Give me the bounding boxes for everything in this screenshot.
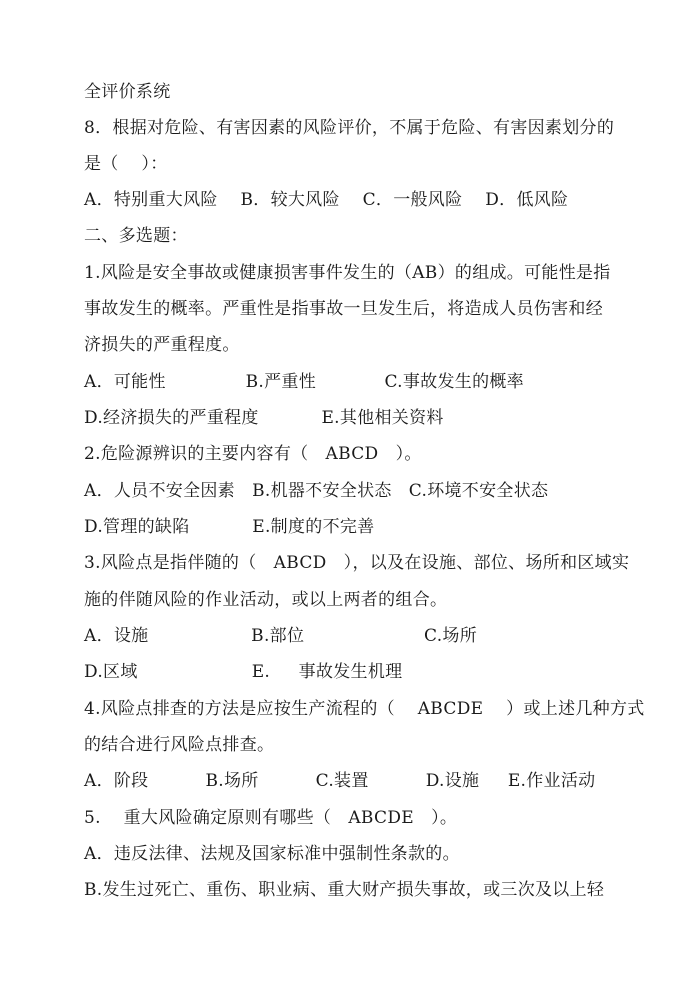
option-5a: A．违反法律、法规及国家标准中强制性条款的。: [84, 844, 460, 864]
option-5b: B.发生过死亡、重伤、职业病、重大财产损失事故，或三次及以上轻: [84, 880, 605, 900]
question-1: 1.风险是安全事故或健康损害事件发生的（AB）的组成。可能性是指: [84, 263, 611, 283]
section-heading: 二、多选题：: [84, 226, 188, 246]
text-line: 事故发生的概率。严重性是指事故一旦发生后，将造成人员伤害和经: [84, 299, 603, 319]
options-2a: A．人员不安全因素 B.机器不安全状态 C.环境不安全状态: [84, 481, 549, 501]
question-2: 2.危险源辨识的主要内容有（ ABCD ）。: [84, 444, 422, 464]
question-3: 3.风险点是指伴随的（ ABCD ），以及在设施、部位、场所和区域实: [84, 553, 630, 573]
text-line: 全评价系统: [84, 82, 171, 102]
options-3a: A．设施 B.部位 C.场所: [84, 626, 478, 646]
text-line: 济损失的严重程度。: [84, 335, 240, 355]
options-3b: D.区域 E. 事故发生机理: [84, 662, 403, 682]
text-line: 施的伴随风险的作业活动，或以上两者的组合。: [84, 590, 448, 610]
options-4: A．阶段 B.场所 C.装置 D.设施 E.作业活动: [84, 771, 596, 791]
question-5: 5. 重大风险确定原则有哪些（ ABCDE ）。: [84, 808, 458, 828]
options-1b: D.经济损失的严重程度 E.其他相关资料: [84, 408, 444, 428]
question-8: 8．根据对危险、有害因素的风险评价，不属于危险、有害因素划分的: [84, 118, 615, 138]
options-2b: D.管理的缺陷 E.制度的不完善: [84, 517, 375, 537]
question-4: 4.风险点排查的方法是应按生产流程的（ ABCDE ）或上述几种方式: [84, 699, 645, 719]
options-8: A．特别重大风险 B．较大风险 C．一般风险 D．低风险: [84, 190, 569, 210]
text-line: 的结合进行风险点排查。: [84, 735, 275, 755]
text-line: 是（ ）：: [84, 154, 168, 174]
options-1a: A．可能性 B.严重性 C.事故发生的概率: [84, 372, 524, 392]
